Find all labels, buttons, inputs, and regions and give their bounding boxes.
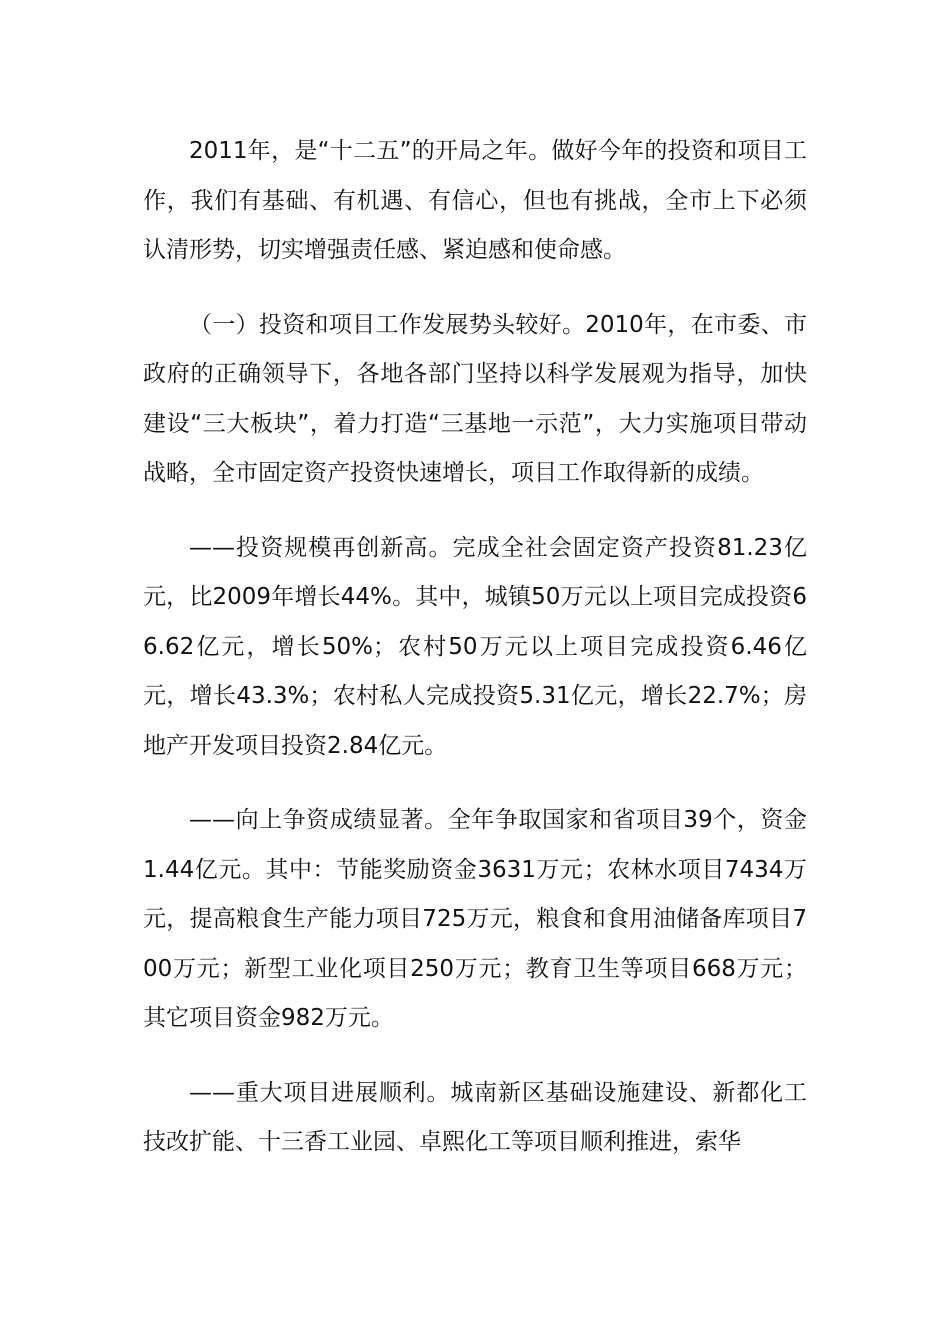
paragraph-investment-scale: ——投资规模再创新高。完成全社会固定资产投资81.23亿元，比2009年增长44%。其中，城镇50万元以上项目完成投资66.62亿元，增长50%；农村50万元以上项目完成投资6.46亿元，增长43.3%；农村私人完成投资5.31亿元，增长22.7%；房地产开发项目投资2.84亿元。 bbox=[143, 534, 807, 759]
document-body bbox=[143, 127, 807, 1168]
paragraph-section-one: （一）投资和项目工作发展势头较好。2010年，在市委、市政府的正确领导下，各地各部门坚持以科学发展观为指导，加快建设“三大板块”，着力打造“三基地一示范”，大力实施项目带动战略，全市固定资产投资快速增长，项目工作取得新的成绩。 bbox=[143, 311, 807, 486]
paragraph-funding: ——向上争资成绩显著。全年争取国家和省项目39个，资金1.44亿元。其中：节能奖励资金3631万元；农林水项目7434万元，提高粮食生产能力项目725万元，粮食和食用油储备库项目700万元；新型工业化项目250万元；教育卫生等项目668万元；其它项目资金982万元。 bbox=[143, 807, 807, 1031]
paragraph-intro: 2011年，是“十二五”的开局之年。做好今年的投资和项目工作，我们有基础、有机遇、有信心，但也有挑战，全市上下必须认清形势，切实增强责任感、紧迫感和使命感。 bbox=[143, 138, 807, 263]
paragraph-major-projects: ——重大项目进展顺利。城南新区基础设施建设、新都化工技改扩能、十三香工业园、卓熙化工等项目顺利推进，索华 bbox=[143, 1079, 807, 1155]
